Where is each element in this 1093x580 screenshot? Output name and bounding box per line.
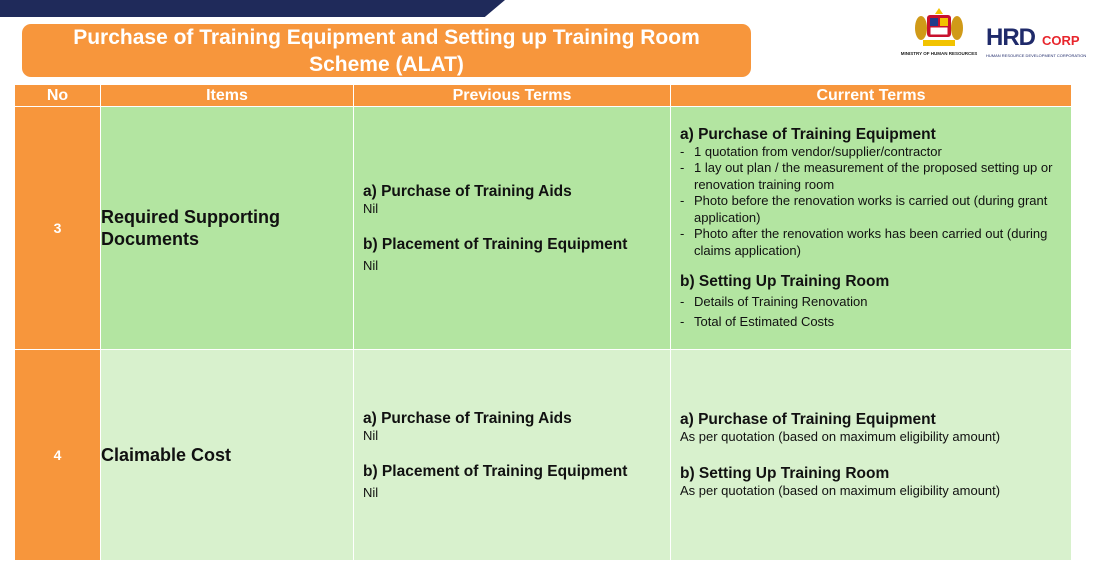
previous-a-title: a) Purchase of Training Aids: [363, 183, 572, 200]
current-b-title: b) Setting Up Training Room: [680, 465, 890, 482]
row-item: [101, 107, 354, 350]
previous-b-title: b) Placement of Training Equipment: [363, 463, 628, 480]
header-items: Items: [101, 85, 354, 107]
item-label-line: Required Supporting: [101, 207, 280, 227]
current-a-text: As per quotation (based on maximum eligibility amount): [680, 429, 1001, 444]
list-item: - Photo after the renovation works has been carried out (during claims application): [680, 226, 1048, 258]
table-row: [15, 350, 1072, 561]
current-a-title: a) Purchase of Training Equipment: [680, 125, 936, 143]
header-previous-terms: Previous Terms: [354, 85, 671, 107]
list-item: - 1 quotation from vendor/supplier/contractor: [680, 143, 942, 159]
previous-a-value: Nil: [363, 428, 379, 443]
hrd-corp-wordmark: CORP: [1042, 33, 1080, 48]
row-number: 3: [15, 107, 101, 350]
previous-b-title: b) Placement of Training Equipment: [363, 236, 628, 253]
current-b-text: As per quotation (based on maximum eligibility amount): [680, 483, 1001, 498]
current-b-title: b) Setting Up Training Room: [680, 273, 890, 291]
page-title: Purchase of Training Equipment and Setting up Training Room Scheme (ALAT): [73, 25, 700, 76]
list-item: - Photo before the renovation works is carried out (during grant application): [680, 193, 1048, 225]
hrd-wordmark: HRD: [986, 24, 1035, 51]
hrd-corp-logo: [986, 24, 1086, 60]
current-terms-cell: [671, 350, 1072, 561]
row-item: [101, 350, 354, 561]
item-label-line: Claimable Cost: [101, 445, 232, 465]
previous-terms-cell: [354, 350, 671, 561]
previous-b-value: Nil: [363, 485, 379, 500]
previous-a-value: Nil: [363, 201, 379, 216]
coat-of-arms-icon: [913, 6, 965, 50]
item-label-line: Documents: [101, 229, 200, 249]
current-terms-cell: [671, 107, 1072, 350]
table-row: [15, 107, 1072, 350]
page-title-box: [22, 24, 751, 77]
previous-a-title: a) Purchase of Training Aids: [363, 410, 572, 427]
terms-table: [14, 84, 1072, 561]
previous-terms-cell: [354, 107, 671, 350]
previous-b-value: Nil: [363, 258, 379, 273]
top-banner-band: [0, 0, 505, 17]
list-item: - Total of Estimated Costs: [680, 313, 835, 329]
header-current-terms: Current Terms: [671, 85, 1072, 107]
current-a-title: a) Purchase of Training Equipment: [680, 411, 936, 428]
header-no: No: [15, 85, 101, 107]
list-item: - Details of Training Renovation: [680, 294, 868, 310]
ministry-label: MINISTRY OF HUMAN RESOURCES: [900, 51, 978, 56]
list-item: - 1 lay out plan / the measurement of the proposed setting up or renovation training room: [680, 160, 1053, 192]
row-number: 4: [15, 350, 101, 561]
hrd-subtitle: HUMAN RESOURCE DEVELOPMENT CORPORATION: [986, 53, 1087, 58]
table-header-row: [15, 85, 1072, 107]
ministry-logo: [897, 6, 981, 60]
